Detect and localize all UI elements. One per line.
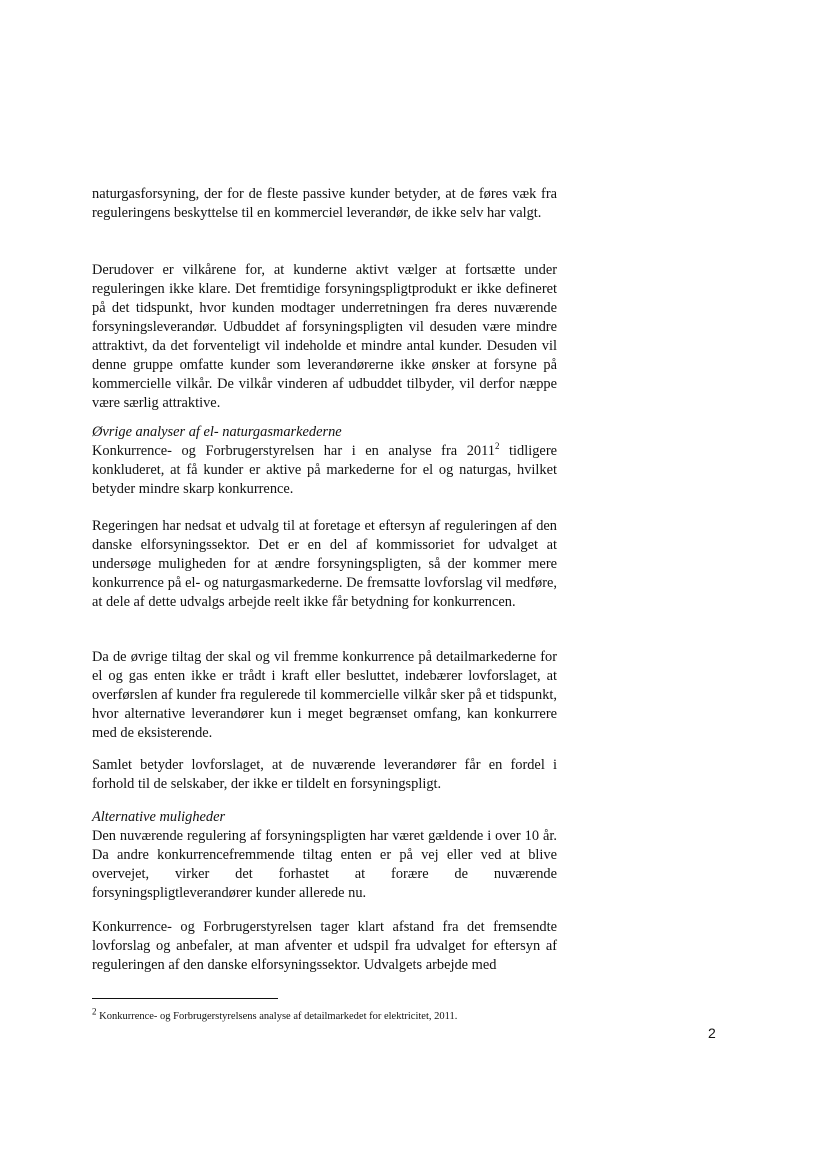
paragraph-other-measures: Da de øvrige tiltag der skal og vil fremme konkurrence på detailmarkederne for el og gas enten ikke er trådt i kraft eller besluttet, indebærer lovforslaget, at overførslen af kunder fra regulerede til kommercielle vilkår sker på et tidspunkt, hvor alternative leverandører kun i meget begrænset omfang, kan konkurrere med de eksisterende. <box>92 649 557 741</box>
paragraph-continuation: naturgasforsyning, der for de fleste passive kunder betyder, at de føres væk fra reguleringens beskyttelse til en kommerciel leverandør, de ikke selv har valgt. <box>92 186 557 221</box>
footnote <box>92 1006 612 1024</box>
paragraph-conditions: Derudover er vilkårene for, at kunderne aktivt vælger at fortsætte under reguleringen ikke klare. Det fremtidige forsyningspligtprodukt er ikke defineret på det tidspunkt, hvor kunden modtager underretningen fra deres nuværende forsyningsleverandør. Udbuddet af forsyningspligten vil desuden være mindre attraktivt, da det forventeligt vil indeholde et mindre antal kunder. Desuden vil denne gruppe omfatte kunder som leverandørerne ikke ønsker at forsyne på kommercielle vilkår. De vilkår vinderen af udbuddet tilbyder, vil derfor næppe være særlig attraktive. <box>92 262 557 411</box>
paragraph-analysis-text-b: tidligere konkluderet, at få kunder er aktive på markederne for el og naturgas, hvilket betyder mindre skarp konkurrence. <box>92 443 557 497</box>
footnote-number: 2 <box>92 1006 97 1017</box>
footnote-reference[interactable]: 2 <box>494 441 500 452</box>
section-heading-other-analyses: Øvrige analyser af el- naturgasmarkederne <box>92 424 342 440</box>
paragraph-recommendation: Konkurrence- og Forbrugerstyrelsen tager klart afstand fra det fremsendte lovforslag og anbefaler, at man afventer et udspil fra udvalget for eftersyn af reguleringen af den danske elforsyningssektor. Udvalgets arbejde med <box>92 919 557 973</box>
paragraph-committee: Regeringen har nedsat et udvalg til at foretage et eftersyn af reguleringen af den danske elforsyningssektor. Det er en del af kommissoriet for udvalget at undersøge muligheden for at ændre forsyningspligten, så der kommer mere konkurrence på el- og naturgasmarkederne. De fremsatte lovforslag vil medføre, at dele af dette udvalgs arbejde reelt ikke får betydning for konkurrencen. <box>92 518 557 610</box>
footnote-divider <box>92 998 278 999</box>
footnote-text: Konkurrence- og Forbrugerstyrelsens analyse af detailmarkedet for elektricitet, 2011. <box>96 1011 458 1022</box>
paragraph-analysis-text-a: Konkurrence- og Forbrugerstyrelsen har i en analyse fra 2011 <box>92 443 495 459</box>
page-number: 2 <box>708 1025 716 1041</box>
paragraph-current-regulation: Den nuværende regulering af forsyningspligten har været gældende i over 10 år. Da andre konkurrencefremmende tiltag enten er på vej eller ved at blive overvejet, virker det forhastet at forære de nuværende forsyningspligtleverandører kunder allerede nu. <box>92 828 557 901</box>
paragraph-summary: Samlet betyder lovforslaget, at de nuværende leverandører får en fordel i forhold til de selskaber, der ikke er tildelt en forsyningspligt. <box>92 757 557 792</box>
section-heading-alternatives: Alternative muligheder <box>92 809 226 825</box>
paragraph-analysis-2011 <box>92 442 557 499</box>
